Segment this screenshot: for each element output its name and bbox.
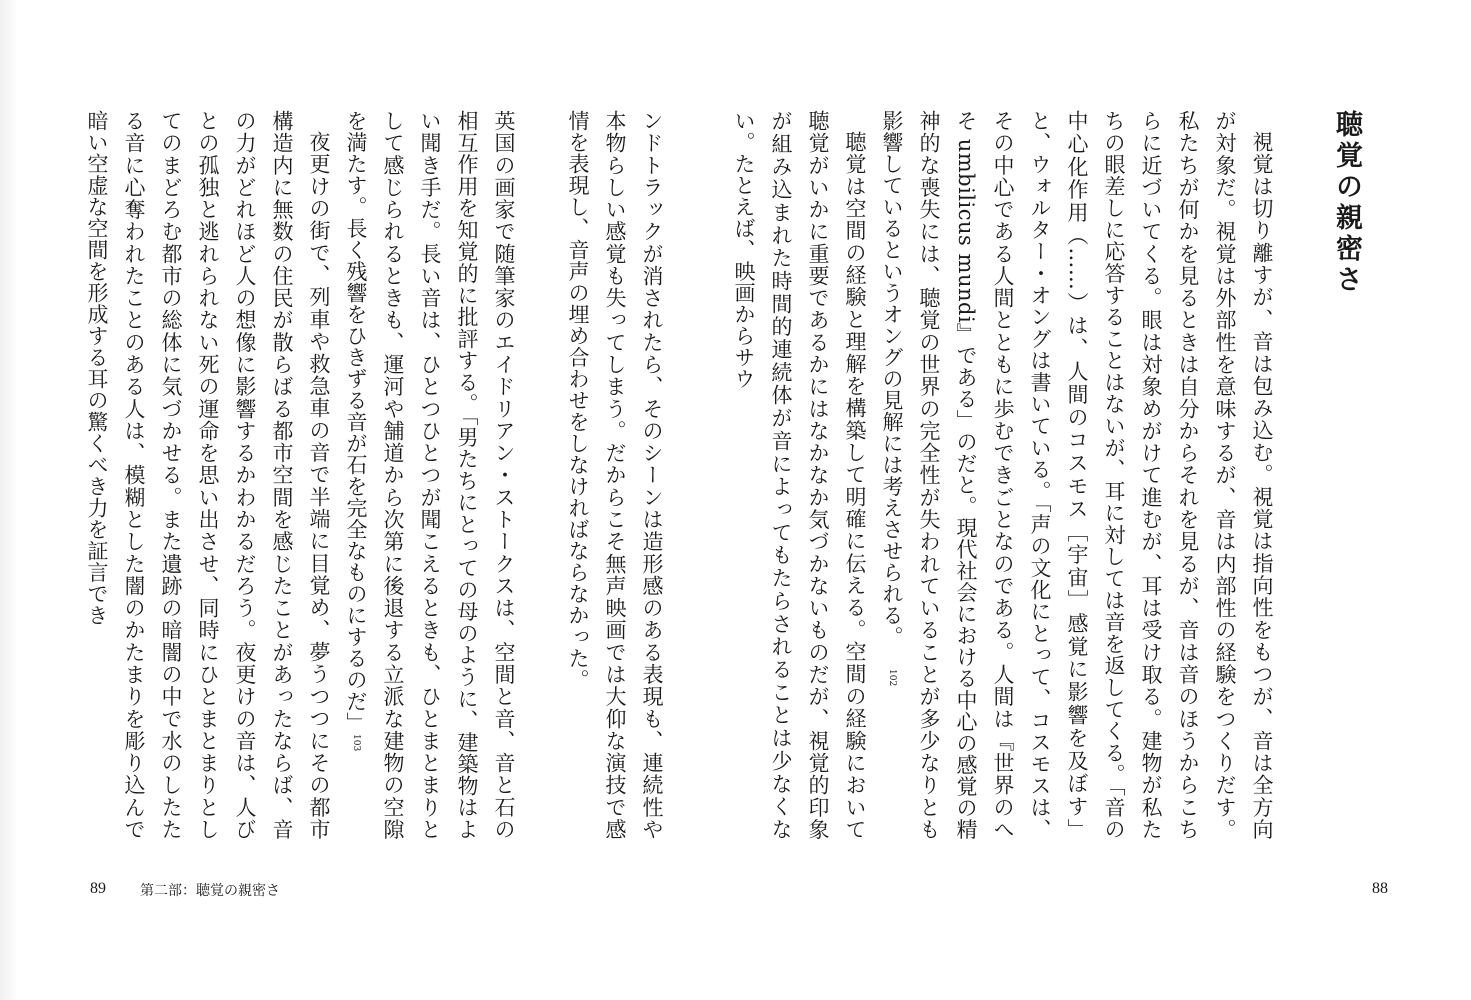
paragraph: [873, 110, 1280, 840]
page-edge-shade: [0, 0, 18, 1000]
note-reference: 102: [887, 668, 897, 686]
right-page-body: [732, 110, 1280, 841]
left-page-body: [85, 110, 670, 841]
right-page: [732, 110, 1400, 860]
paragraph: 聴覚は空間の経験と理解を構築して明確に伝える。空間の経験において聴覚がいかに重要であるかにはなかなか気づかないものだが、視覚的印象が組み込まれた時間的連続体が音によってもたらされることは少なくない。たとえば、映画からサウ: [732, 110, 867, 840]
paragraph-text: 視覚は切り離すが、音は包み込む。視覚は指向性をもつが、音は全方向が対象だ。視覚は外部性を意味するが、音は内部性の経験をつくりだす。私たちが何かを見るときは自分からそれを見るが、音は音のほうからこちらに近づいてくる。眼は対象めがけて進むが、耳は受け取る。建物が私たちの眼差しに応答することはないが、耳に対しては音を返してくる。「音の中心化作用（……）は、人間のコスモス［宇宙］感覚に影響を及ぼす」と、ウォルター・オングは書いている。「声の文化にとって、コスモスは、その中心である人間とともに歩むできごとなのである。人間は『世界のへそ umbilicus mundi』である」のだと。現代社会における中心の感覚の精神的な喪失には、聴覚の世界の完全性が失われていることが多少なりとも影響しているというオングの見解には考えさせられる。: [880, 110, 1274, 841]
section-heading: 聴覚の親密さ: [1331, 110, 1362, 296]
running-head: 第二部：聴覚の親密さ: [140, 883, 280, 899]
note-reference: 103: [351, 733, 361, 751]
paragraph-text: 英国の画家で随筆家のエイドリアン・ストークスは、空間と音、音と石の相互作用を知覚的に批評する。「男たちにとっての母のように、建築物はよい聞き手だ。長い音は、ひとつひとつが聞こえるときも、ひとまとまりとして感じられるときも、運河や舗道から次第に後退する立派な建物の空隙を満たす。長く残響をひきずる音が石を完全なものにするのだ」: [344, 110, 516, 840]
paragraph: 夜更けの街で、列車や救急車の音で半端に目覚め、夢うつつにその都市構造内に無数の住民が散らばる都市空間を感じたことがあったならば、音の力がどれほど人の想像に影響するかわかるだろう。夜更けの音は、人びとの孤独と逃れられない死の運命を思い出させ、同時にひとまとまりとしてのまどろむ都市の総体に気づかせる。また遺跡の暗闇の中で水のしたたる音に心奪われたことのある人は、模糊とした闇のかたまりを彫り込んで暗い空虚な空間を形成する耳の驚くべき力を証言でき: [85, 110, 331, 841]
paragraph: [337, 110, 522, 840]
paragraph: ンドトラックが消されたら、そのシーンは造形感のある表現も、連続性や本物らしい感覚も失ってしまう。だからこそ無声映画では大仰な演技で感情を表現し、音声の埋め合わせをしなければならなかった。: [566, 110, 664, 840]
left-page: [85, 110, 670, 860]
page-number-left: 89: [90, 880, 106, 897]
page-number-right: 88: [1372, 880, 1388, 897]
